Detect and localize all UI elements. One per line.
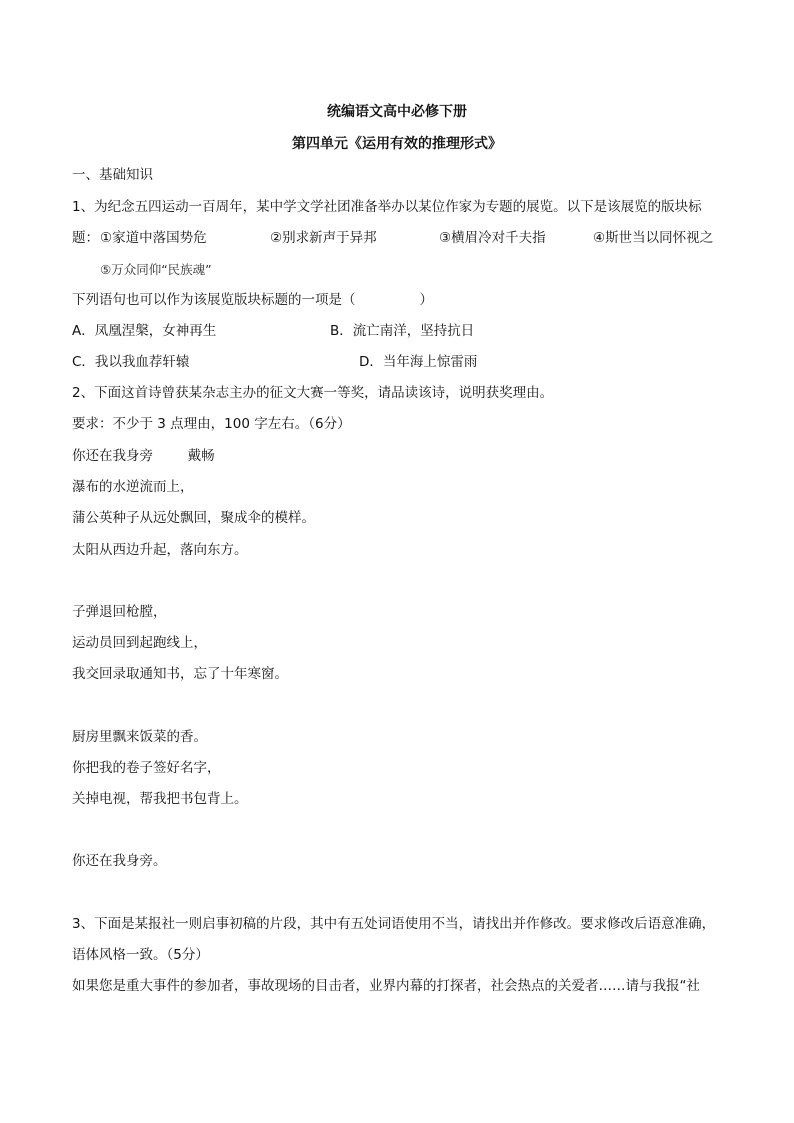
q1-item-4: ④斯世当以同怀视之 bbox=[593, 230, 714, 246]
q1-item-2: ②别求新声于异邦 bbox=[270, 230, 377, 246]
q1-option-b: B．流亡南洋，坚持抗日 bbox=[330, 323, 475, 339]
q1-option-d: D．当年海上惊雷雨 bbox=[359, 354, 478, 370]
q1-option-a: A．凤凰涅槃，女神再生 bbox=[72, 323, 217, 339]
poem-heading bbox=[72, 446, 215, 466]
q3-passage: 如果您是重大事件的参加者，事故现场的目击者，业界内幕的打探者，社会热点的关爱者……请与我报“社 bbox=[72, 978, 700, 994]
doc-subtitle: 第四单元《运用有效的推理形式》 bbox=[292, 136, 502, 152]
q3-stem-cont: 语体风格一致。（5分） bbox=[72, 947, 209, 963]
poem-line: 子弹退回枪膛， bbox=[72, 604, 167, 620]
q2-requirement: 要求：不少于 3 点理由，100 字左右。（6分） bbox=[72, 416, 351, 432]
q3-stem: 3、下面是某报社一则启事初稿的片段，其中有五处词语使用不当，请找出并作修改。要求修改后语意准确， bbox=[72, 916, 716, 932]
q1-items-row bbox=[72, 228, 722, 248]
poem-line: 我交回录取通知书，忘了十年寒窗。 bbox=[72, 666, 288, 682]
poem-line: 关掉电视，帮我把书包背上。 bbox=[72, 791, 248, 807]
poem-line: 厨房里飘来饭菜的香。 bbox=[72, 729, 207, 745]
q1-item-3: ③横眉冷对千夫指 bbox=[439, 230, 546, 246]
q1-lead: 题： bbox=[72, 230, 99, 246]
q1-question-suffix: ） bbox=[419, 292, 433, 308]
q1-item-1: ①家道中落国势危 bbox=[100, 230, 207, 246]
q1-stem: 1、为纪念五四运动一百周年，某中学文学社团准备举办以某位作家为专题的展览。以下是该展览的版块标 bbox=[72, 199, 702, 215]
q1-item-5: ⑤万众同仰“民族魂” bbox=[100, 262, 212, 277]
poem-title: 你还在我身旁 bbox=[72, 448, 153, 464]
poem-author: 戴畅 bbox=[187, 448, 215, 464]
poem-line: 太阳从西边升起，落向东方。 bbox=[72, 542, 248, 558]
q1-question-prefix: 下列语句也可以作为该展览版块标题的一项是（ bbox=[72, 292, 356, 308]
poem-line: 运动员回到起跑线上， bbox=[72, 635, 207, 651]
poem-line: 你把我的卷子签好名字， bbox=[72, 760, 221, 776]
section-heading: 一、基础知识 bbox=[72, 167, 153, 183]
doc-title: 统编语文高中必修下册 bbox=[327, 104, 467, 120]
poem-line: 你还在我身旁。 bbox=[72, 853, 167, 869]
q1-option-c: C．我以我血荐轩辕 bbox=[72, 354, 190, 370]
poem-line: 蒲公英种子从远处飘回，聚成伞的模样。 bbox=[72, 510, 315, 526]
q1-question bbox=[72, 290, 433, 310]
poem-line: 瀑布的水逆流而上， bbox=[72, 479, 194, 495]
q2-stem: 2、下面这首诗曾获某杂志主办的征文大赛一等奖，请品读该诗，说明获奖理由。 bbox=[72, 385, 554, 401]
